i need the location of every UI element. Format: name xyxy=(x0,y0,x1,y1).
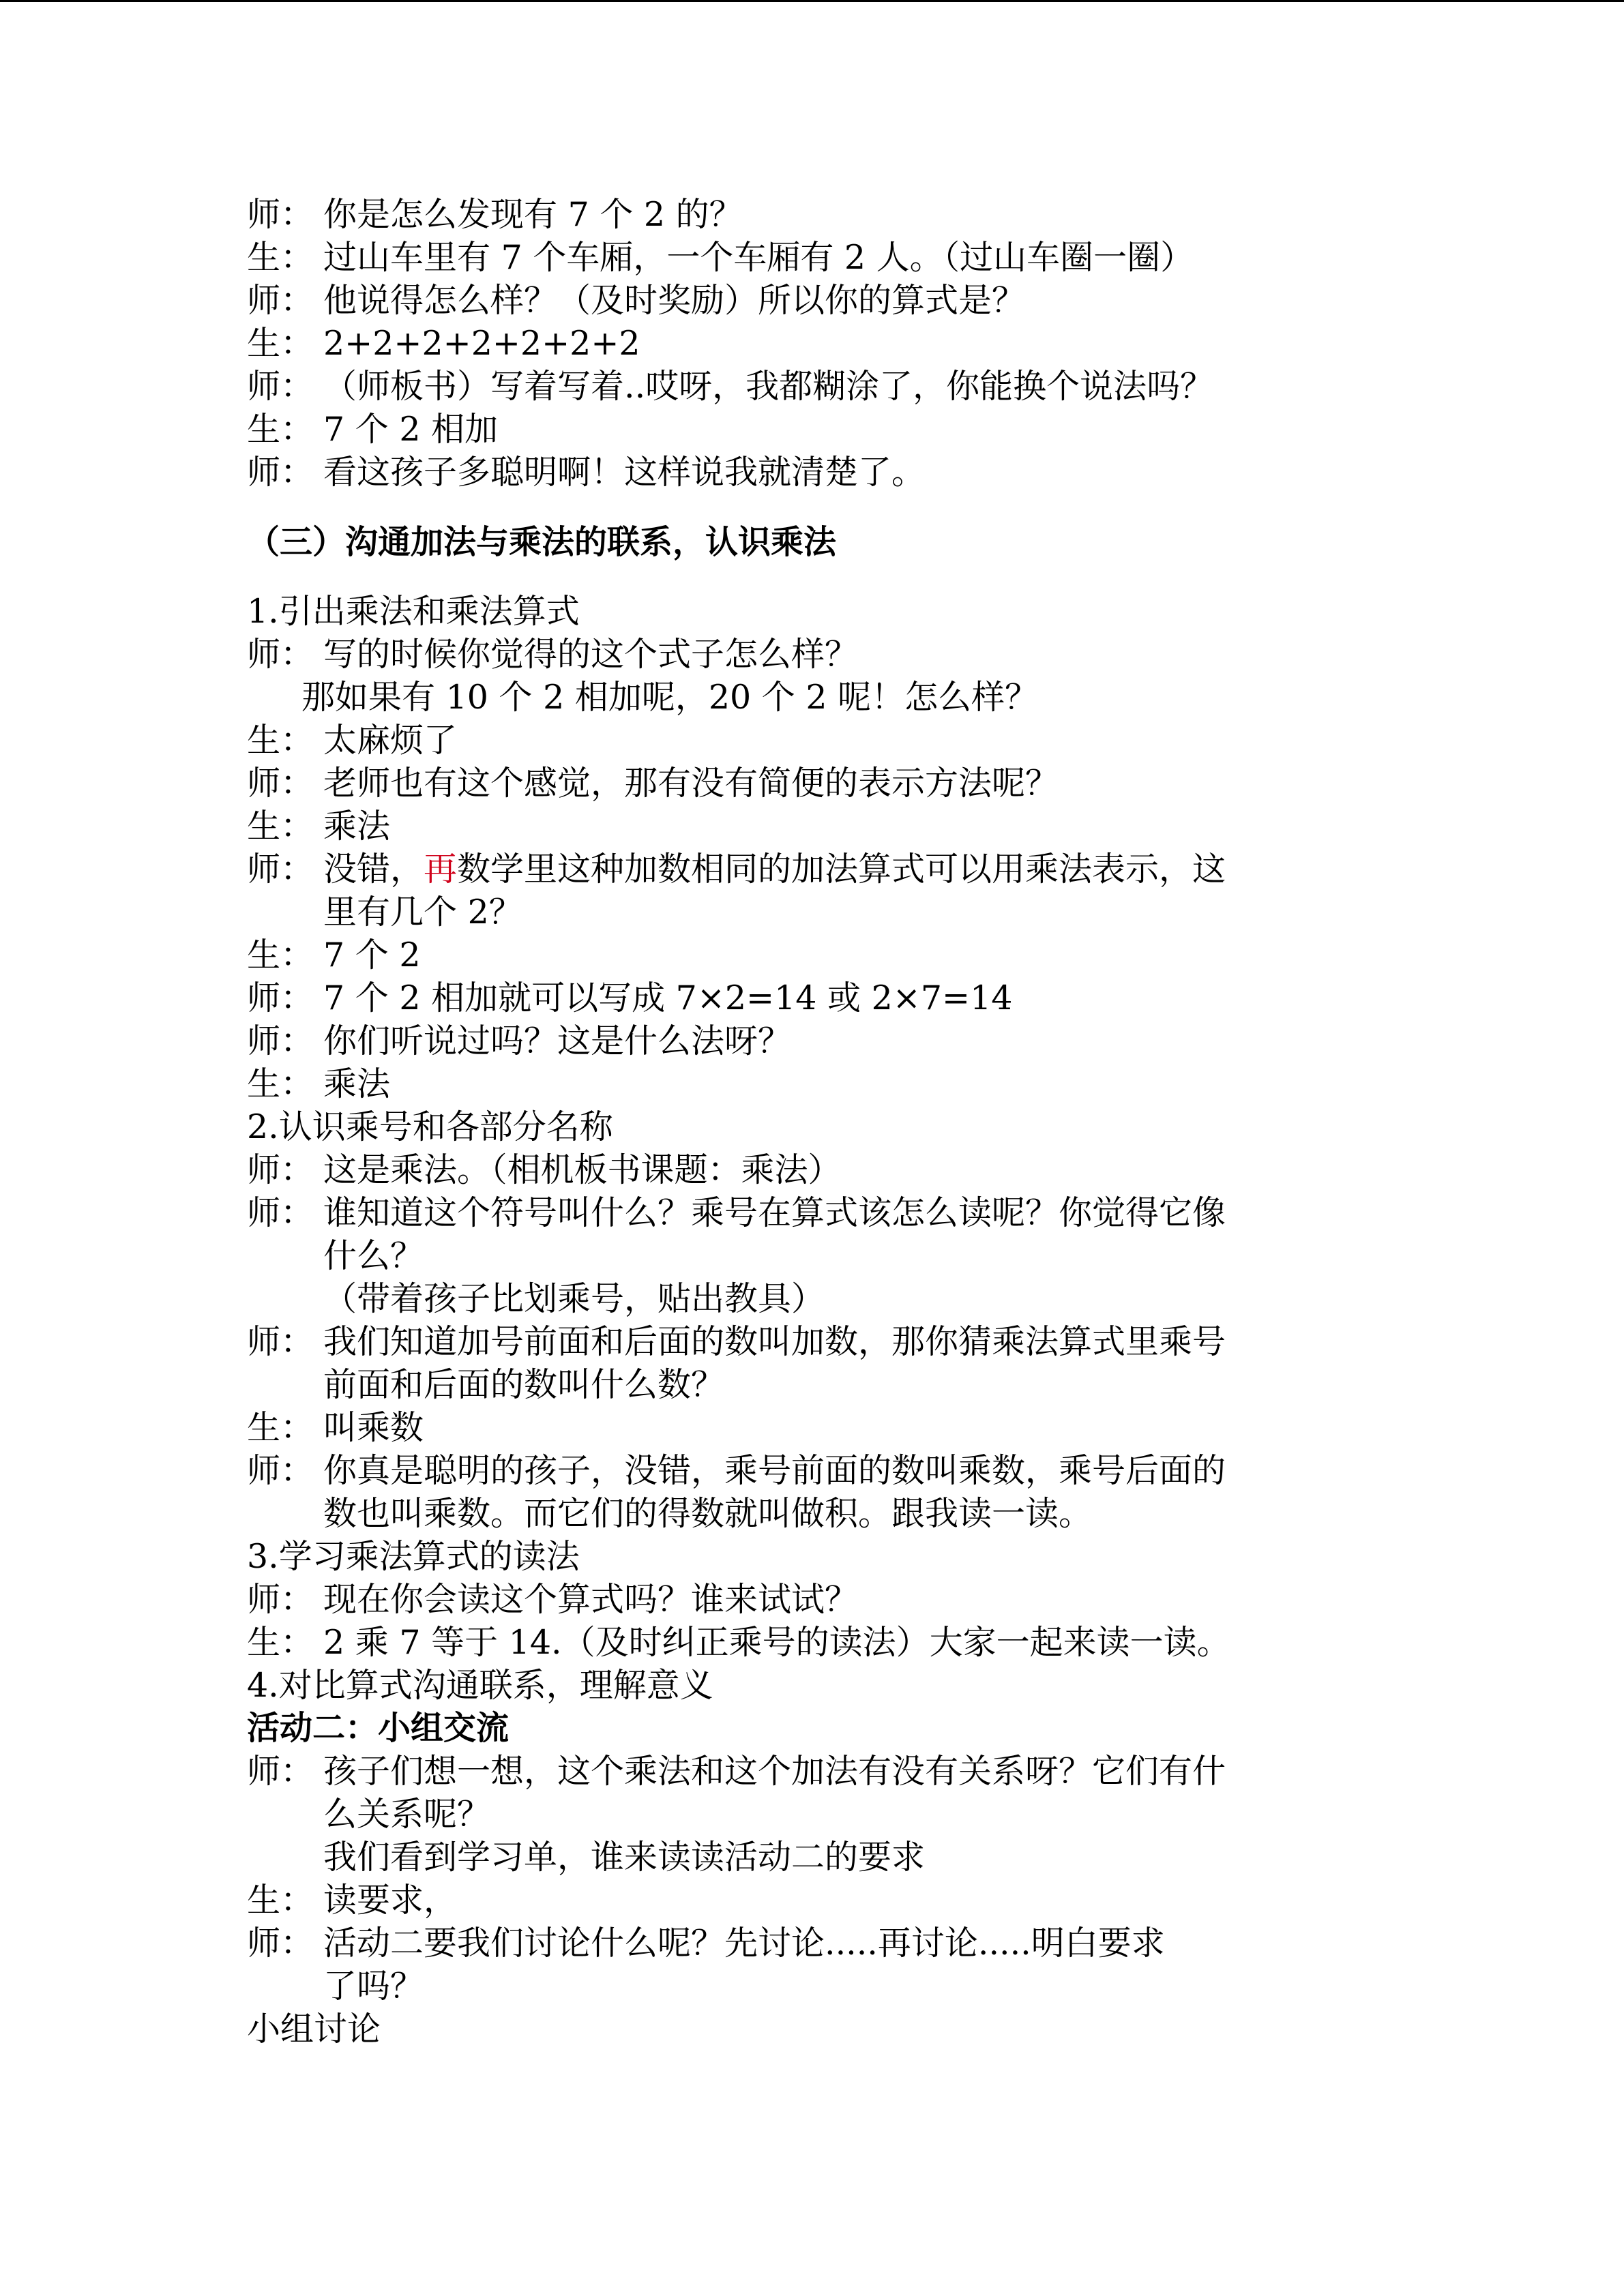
utterance xyxy=(323,1449,1365,1535)
utterance-line: 我们知道加号前面和后面的数叫加数，那你猜乘法算式里乘号 xyxy=(323,1322,1226,1361)
utterance-text: 没错， xyxy=(323,850,424,889)
speaker-label: 师： xyxy=(247,1322,314,1361)
step-heading: 3.学习乘法算式的读法 xyxy=(247,1537,580,1576)
dialogue-line xyxy=(247,1922,1365,2008)
document-body xyxy=(247,193,1365,2051)
utterance: 过山车里有 7 个车厢，一个车厢有 2 人。（过山车圈一圈） xyxy=(323,238,1194,277)
utterance: 写的时候你觉得的这个式子怎么样？ xyxy=(323,635,859,674)
utterance-line: 数也叫乘数。而它们的得数就叫做积。跟我读一读。 xyxy=(323,1494,1093,1533)
speaker-label: 生： xyxy=(247,1623,314,1662)
dialogue-line xyxy=(247,1879,1365,1922)
utterance-continuation: 我们看到学习单，谁来读读活动二的要求 xyxy=(323,1838,926,1877)
utterance: 读要求， xyxy=(323,1881,458,1920)
utterance: 你是怎么发现有 7 个 2 的？ xyxy=(323,195,743,234)
speaker-label: 师： xyxy=(247,979,314,1017)
speaker-label: 生： xyxy=(247,1881,314,1920)
page-top-border xyxy=(0,0,1624,2)
speaker-label: 生： xyxy=(247,238,314,277)
speaker-label: 生： xyxy=(247,324,314,363)
utterance: 看这孩子多聪明啊！这样说我就清楚了。 xyxy=(323,453,926,492)
speaker-label: 师： xyxy=(247,1752,314,1791)
utterance: 7 个 2 相加就可以写成 7×2=14 或 2×7=14 xyxy=(323,979,1013,1017)
utterance-line: 谁知道这个符号叫什么？乘号在算式该怎么读呢？你觉得它像 xyxy=(323,1193,1226,1232)
dialogue-line xyxy=(247,322,1365,365)
speaker-label: 生： xyxy=(247,1064,314,1103)
utterance: 太麻烦了 xyxy=(323,721,458,760)
dialogue-line xyxy=(247,719,1365,762)
dialogue-line xyxy=(247,193,1365,236)
utterance xyxy=(323,1320,1365,1406)
section-heading: （三）沟通加法与乘法的联系，认识乘法 xyxy=(247,523,837,561)
utterance xyxy=(323,1750,1365,1836)
utterance-line: 了吗？ xyxy=(323,1967,424,2006)
speaker-label: 生： xyxy=(247,1408,314,1447)
speaker-label: 生： xyxy=(247,936,314,974)
utterance xyxy=(323,1191,1365,1277)
dialogue-line xyxy=(247,1019,1365,1062)
speaker-label: 师： xyxy=(247,1580,314,1619)
speaker-label: 师： xyxy=(247,850,314,889)
dialogue-line xyxy=(247,1191,1365,1277)
dialogue-line xyxy=(247,1750,1365,1836)
dialogue-line xyxy=(247,1062,1365,1105)
dialogue-line xyxy=(247,451,1365,494)
utterance: 这是乘法。（相机板书课题：乘法） xyxy=(323,1150,842,1189)
speaker-label: 师： xyxy=(247,281,314,320)
speaker-label: 师： xyxy=(247,367,314,406)
dialogue-line xyxy=(247,1320,1365,1406)
step-heading: 2.认识乘号和各部分名称 xyxy=(247,1107,613,1146)
utterance: 2+2+2+2+2+2+2 xyxy=(323,324,640,363)
utterance-text: 数学里这种加数相同的加法算式可以用乘法表示，这 xyxy=(457,850,1226,889)
step-heading: 1.引出乘法和乘法算式 xyxy=(247,592,580,631)
speaker-label: 师： xyxy=(247,453,314,492)
utterance: （师板书）写着写着..哎呀，我都糊涂了，你能换个说法吗？ xyxy=(323,367,1214,406)
speaker-label: 师： xyxy=(247,1193,314,1232)
dialogue-line xyxy=(247,1449,1365,1535)
highlighted-word: 再 xyxy=(424,850,458,889)
utterance: 你们听说过吗？这是什么法呀？ xyxy=(323,1022,792,1060)
speaker-label: 师： xyxy=(247,1022,314,1060)
dialogue-line xyxy=(247,1621,1365,1664)
utterance xyxy=(323,1922,1365,2008)
speaker-label: 师： xyxy=(247,635,314,674)
dialogue-line xyxy=(247,236,1365,279)
utterance: 7 个 2 xyxy=(323,936,421,974)
utterance-line: 么关系呢？ xyxy=(323,1795,491,1834)
utterance-line: 什么？ xyxy=(323,1236,424,1275)
dialogue-line xyxy=(247,976,1365,1019)
dialogue-line xyxy=(247,633,1365,676)
dialogue-line xyxy=(247,805,1365,848)
dialogue-line xyxy=(247,934,1365,976)
utterance: 乘法 xyxy=(323,807,391,846)
dialogue-line xyxy=(247,1578,1365,1621)
utterance xyxy=(323,848,1365,934)
utterance: 7 个 2 相加 xyxy=(323,410,499,449)
utterance: 叫乘数 xyxy=(323,1408,424,1447)
speaker-label: 生： xyxy=(247,721,314,760)
speaker-label: 师： xyxy=(247,1150,314,1189)
speaker-label: 师： xyxy=(247,1451,314,1490)
closing-line: 小组讨论 xyxy=(247,2010,381,2048)
utterance: 老师也有这个感觉，那有没有简便的表示方法呢？ xyxy=(323,764,1059,803)
utterance-line: 孩子们想一想，这个乘法和这个加法有没有关系呀？它们有什 xyxy=(323,1752,1226,1791)
dialogue-line xyxy=(247,365,1365,408)
stage-direction: （带着孩子比划乘号，贴出教具） xyxy=(323,1279,825,1318)
dialogue-line xyxy=(247,1148,1365,1191)
dialogue-line xyxy=(247,762,1365,805)
utterance: 2 乘 7 等于 14.（及时纠正乘号的读法）大家一起来读一读。 xyxy=(323,1623,1230,1662)
speaker-label: 师： xyxy=(247,1924,314,1963)
utterance-line: 你真是聪明的孩子，没错，乘号前面的数叫乘数，乘号后面的 xyxy=(323,1451,1226,1490)
utterance: 他说得怎么样？（及时奖励）所以你的算式是？ xyxy=(323,281,1026,320)
utterance: 现在你会读这个算式吗？谁来试试？ xyxy=(323,1580,859,1619)
dialogue-top xyxy=(247,193,1365,494)
dialogue-line xyxy=(247,279,1365,322)
dialogue-line xyxy=(247,848,1365,934)
utterance-continuation: 那如果有 10 个 2 相加呢，20 个 2 呢！怎么样？ xyxy=(301,678,1039,717)
speaker-label: 生： xyxy=(247,410,314,449)
utterance: 乘法 xyxy=(323,1064,391,1103)
utterance-line: 里有几个 2？ xyxy=(323,893,522,931)
utterance-line: 前面和后面的数叫什么数？ xyxy=(323,1365,725,1404)
step-heading: 4.对比算式沟通联系，理解意义 xyxy=(247,1666,713,1705)
speaker-label: 生： xyxy=(247,807,314,846)
speaker-label: 师： xyxy=(247,764,314,803)
activity-heading: 活动二：小组交流 xyxy=(247,1709,510,1747)
dialogue-line xyxy=(247,1406,1365,1449)
speaker-label: 师： xyxy=(247,195,314,234)
utterance-line: 活动二要我们讨论什么呢？先讨论.....再讨论.....明白要求 xyxy=(323,1924,1165,1963)
dialogue-line xyxy=(247,408,1365,451)
utterance-line xyxy=(323,848,1365,891)
